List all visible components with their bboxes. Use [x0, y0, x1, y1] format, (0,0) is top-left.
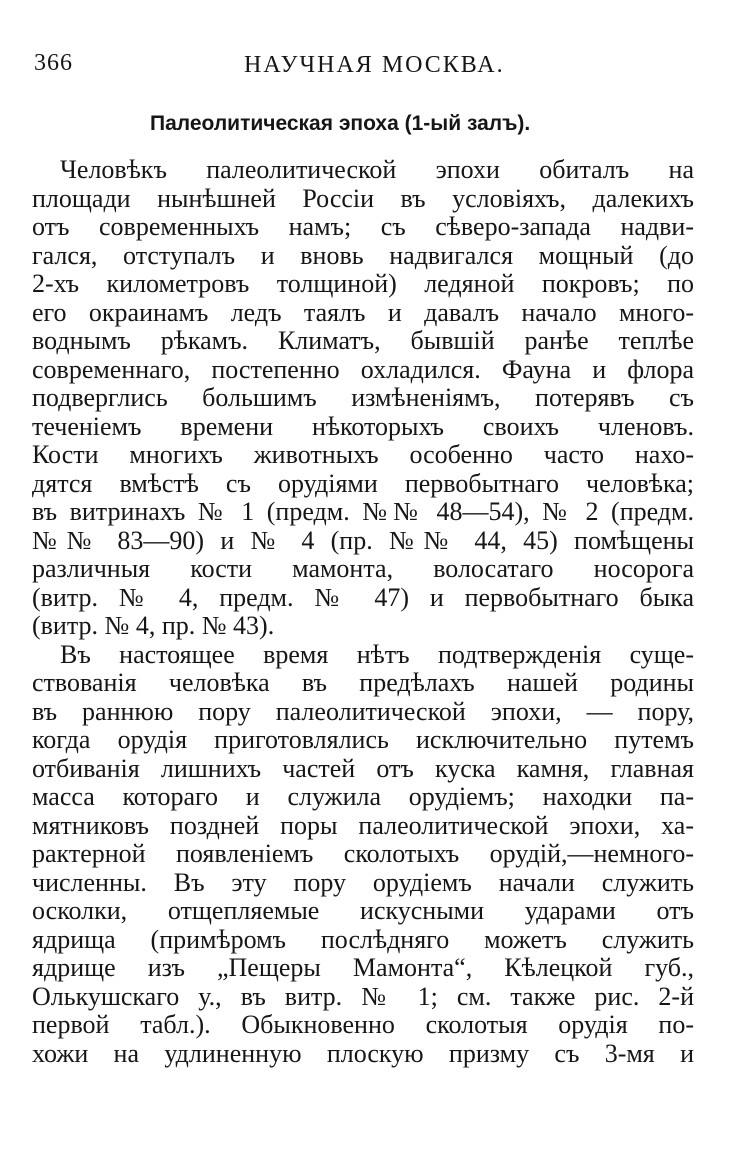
text-line: подверглись большимъ измѣненіямъ, потерявъ съ: [32, 383, 694, 412]
text-line: теченіемъ времени нѣкоторыхъ своихъ членовъ.: [32, 411, 694, 441]
paragraph-2: [32, 641, 694, 1069]
text-line: масса котораго и служила орудіемъ; находки па-: [32, 782, 694, 811]
text-line: 2-хъ километровъ толщиной) ледяной покровъ; по: [32, 269, 694, 298]
text-line: въ раннюю пору палеолитической эпохи, — пору,: [32, 696, 694, 726]
section-title: Палеолитическая эпоха (1-ый залъ).: [150, 112, 531, 135]
text-line: дятся вмѣстѣ съ орудіями первобытнаго человѣка;: [32, 468, 694, 498]
text-line: различныя кости мамонта, волосатаго носорога: [32, 554, 694, 583]
text-line: Человѣкъ палеолитической эпохи обиталъ на: [60, 155, 694, 184]
page-header: [34, 50, 694, 90]
text-line: отъ современныхъ намъ; съ сѣверо-запада надви-: [32, 212, 694, 241]
text-line: Олькушскаго у., въ витр. № 1; см. также рис. 2-й: [32, 981, 694, 1011]
text-line: осколки, отщепляемые искусными ударами отъ: [32, 896, 694, 925]
text-line: когда орудія приготовлялись исключительно путемъ: [32, 725, 694, 754]
text-line: Кости многихъ животныхъ особенно часто нахо-: [32, 440, 694, 469]
text-line: Въ настоящее время нѣтъ подтвержденія суще-: [60, 639, 694, 669]
text-line: воднымъ рѣкамъ. Климатъ, бывшій ранѣе теплѣе: [32, 326, 694, 355]
text-line: площади нынѣшней Россіи въ условіяхъ, далекихъ: [32, 183, 694, 213]
running-title: НАУЧНАЯ МОСКВА.: [244, 52, 505, 78]
text-line: (витр. № 4, предм. № 47) и первобытнаго быка: [32, 582, 694, 612]
text-line: численны. Въ эту пору орудіемъ начали служить: [32, 867, 694, 897]
text-line: первой табл.). Обыкновенно сколотыя орудія по-: [32, 1010, 694, 1039]
text-line: ядрища (примѣромъ послѣдняго можетъ служить: [32, 924, 694, 954]
text-line: отбиванія лишнихъ частей отъ куска камня, главная: [32, 753, 694, 783]
text-line: ствованія человѣка въ предѣлахъ нашей родины: [32, 668, 694, 697]
text-line: его окраинамъ ледъ таялъ и давалъ начало много-: [32, 297, 694, 327]
text-line: современнаго, постепенно охладился. Фауна и флора: [32, 354, 694, 384]
body-text: [32, 156, 694, 1068]
text-line: ядрище изъ „Пещеры Мамонта“, Кѣлецкой губ.,: [32, 953, 694, 982]
text-line: гался, отступалъ и вновь надвигался мощный (до: [32, 240, 694, 270]
text-line: мятниковъ поздней поры палеолитической эпохи, ха-: [32, 810, 694, 840]
paragraph-1: [32, 156, 694, 641]
text-line: рактерной появленіемъ сколотыхъ орудій,—немного-: [32, 839, 694, 868]
page-number: 366: [34, 50, 73, 76]
text-line: №№ 83—90) и № 4 (пр. №№ 44, 45) помѣщены: [32, 525, 694, 555]
text-line: хожи на удлиненную плоскую призму съ 3-мя и: [32, 1038, 694, 1068]
text-line: (витр. № 4, пр. № 43).: [32, 611, 275, 640]
text-line: въ витринахъ № 1 (предм. №№ 48—54), № 2 (предм.: [32, 497, 694, 526]
